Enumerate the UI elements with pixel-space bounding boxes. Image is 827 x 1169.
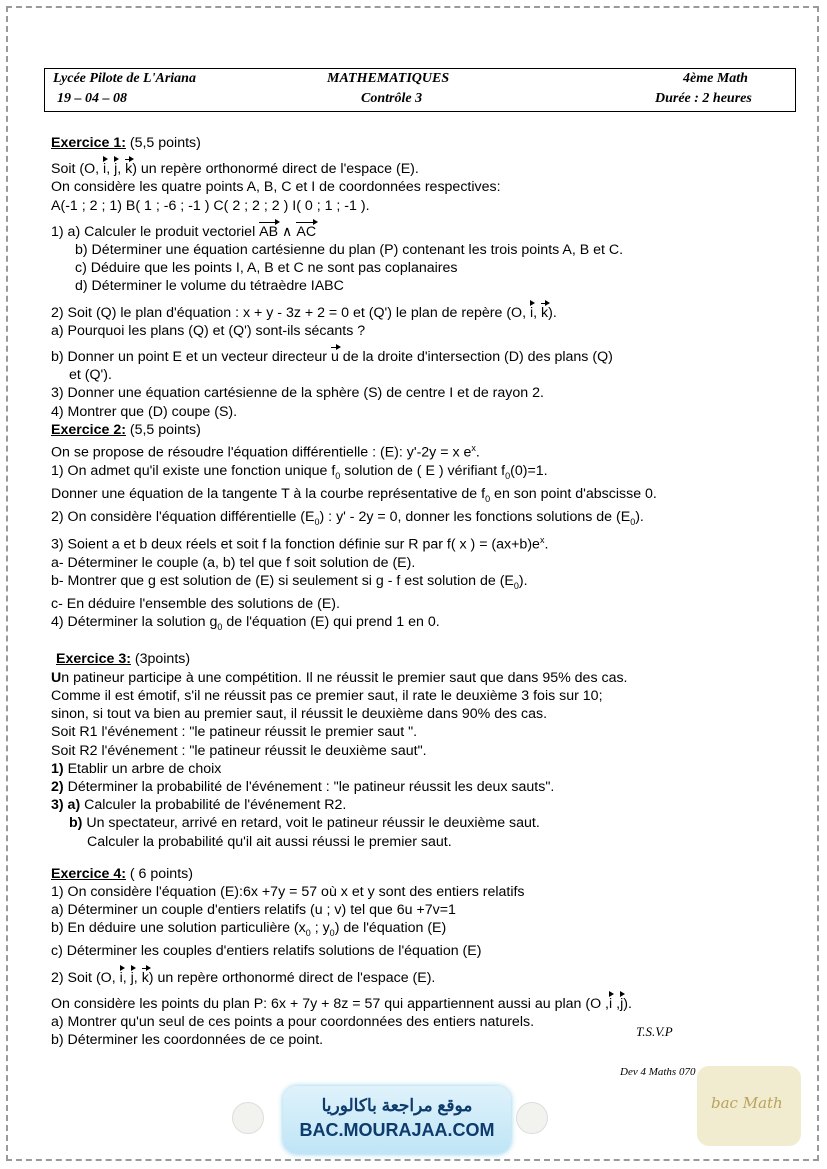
ex3-line2: Comme il est émotif, s'il ne réussit pas ce premier saut, il rate le deuxième 3 fois sur 10; — [51, 687, 603, 704]
site-banner[interactable] — [283, 1086, 511, 1154]
ex4-q2b: b) Déterminer les coordonnées de ce point. — [51, 1032, 324, 1049]
exam-content — [51, 134, 796, 1049]
ex4-q1c: c) Déterminer les couples d'entiers relatifs solutions de l'équation (E) — [51, 943, 482, 960]
ex1-q2a: a) Pourquoi les plans (Q) et (Q') sont-ils sécants ? — [51, 322, 366, 339]
ex4-heading: Exercice 4: ( 6 points) — [51, 865, 193, 882]
ex4-q2-plane: On considère les points du plan P: 6x + 7y + 8z = 57 qui appartiennent aussi au plan (O ,i ,j). — [51, 993, 796, 1013]
ex3-q1: 1) Etablir un arbre de choix — [51, 760, 222, 777]
ex1-line1: Soit (O, i, j, k) un repère orthonormé direct de l'espace (E). — [51, 158, 796, 178]
document-code: Dev 4 Maths 070 — [620, 1066, 696, 1078]
ex2-q3a: a- Déterminer le couple (a, b) tel que f soit solution de (E). — [51, 555, 416, 572]
ex2-q2: 2) On considère l'équation différentielle $(E_0)$ : y' - 2y = 0, donner les fonctions solutions de $(E_0)$. — [51, 509, 644, 527]
ex4-q2: 2) Soit (O, i, j, k) un repère orthonormé direct de l'espace (E). — [51, 967, 796, 987]
level: 4ème Math — [683, 71, 748, 86]
ex2-q3b: b- Montrer que g est solution de (E) si seulement si g - f est solution de $(E_0)$. — [51, 573, 528, 592]
ex1-q2: 2) Soit (Q) le plan d'équation : x + y - 3z + 2 = 0 et (Q') le plan de repère (O, i, k). — [51, 302, 796, 322]
ex1-q1d: d) Déterminer le volume du tétraèdre IABC — [75, 278, 344, 295]
ex1-q1b: b) Déterminer une équation cartésienne du plan (P) contenant les trois points A, B et C. — [75, 242, 624, 259]
ex2-q1: 1) On admet qu'il existe une fonction unique $f_0$ solution de ( E ) vérifiant $f_0(0)=1$. — [51, 462, 548, 481]
ex3-line4: Soit R1 l'événement : "le patineur réussit le premier saut ". — [51, 724, 418, 741]
ex4-q1a: a) Déterminer un couple d'entiers relatifs (u ; v) tel que 6u +7v=1 — [51, 902, 456, 919]
ex3-heading: Exercice 3: (3points) — [56, 651, 191, 668]
ex1-q2b-cont: et (Q'). — [69, 367, 112, 384]
ex4-q1: 1) On considère l'équation (E):6x +7y = 57 où x et y sont des entiers relatifs — [51, 883, 525, 900]
exam-header — [44, 68, 796, 112]
ex1-q3: 3) Donner une équation cartésienne de la sphère (S) de centre I et de rayon 2. — [51, 385, 544, 402]
banner-url[interactable]: BAC.MOURAJAA.COM — [299, 1120, 495, 1140]
ex3-q3b-cont: Calculer la probabilité qu'il ait aussi réussi le premier saut. — [87, 833, 452, 850]
ex1-line2: On considère les quatre points A, B, C et I de coordonnées respectives: — [51, 179, 501, 196]
school-name: Lycée Pilote de L'Ariana — [53, 71, 196, 86]
site-logo-left — [232, 1102, 264, 1134]
bac-math-logo: bac Math — [697, 1066, 801, 1146]
exam-title: Contrôle 3 — [361, 91, 423, 106]
site-logo-right — [516, 1102, 548, 1134]
ex3-q3b: b) Un spectateur, arrivé en retard, voit le patineur réussir le deuxième saut. — [69, 815, 540, 832]
ex4-q2a: a) Montrer qu'un seul de ces points a pour coordonnées des entiers naturels. — [51, 1013, 535, 1030]
exam-duration: Durée : 2 heures — [655, 91, 752, 106]
ex1-heading: Exercice 1: (5,5 points) — [51, 135, 201, 151]
ex2-q3: 3) Soient a et b deux réels et soit f la fonction définie sur R par f( x ) = $(ax+b)e^x$. — [51, 535, 549, 553]
ex3-line1: Un patineur participe à une compétition. Il ne réussit le premier saut que dans 95% des cas. — [51, 669, 628, 686]
subject: MATHEMATIQUES — [327, 71, 450, 86]
ex2-q1-tangent: Donner une équation de la tangente T à la courbe représentative de $f_0$ en son point d'abscisse 0. — [51, 486, 657, 504]
banner-arabic-text: موقع مراجعة باكالوريا — [321, 1096, 473, 1115]
ex1-line3: A(-1 ; 2 ; 1) B( 1 ; -6 ; -1 ) C( 2 ; 2 ; 2 ) I( 0 ; 1 ; -1 ). — [51, 197, 370, 214]
ex3-line5: Soit R2 l'événement : "le patineur réussit le deuxième saut". — [51, 742, 427, 759]
turn-page-note: T.S.V.P — [636, 1024, 673, 1039]
ex2-q3c: c- En déduire l'ensemble des solutions de (E). — [51, 596, 340, 613]
ex1-q4: 4) Montrer que (D) coupe (S). — [51, 403, 238, 420]
ex2-line1: On se propose de résoudre l'équation différentielle : (E): y'-2y = x $e^x$. — [51, 443, 480, 461]
ex4-q1b: b) En déduire une solution particulière ($x_0$ ; $y_0$) de l'équation (E) — [51, 920, 447, 939]
ex1-q1a: 1) a) Calculer le produit vectoriel AB ∧ AC — [51, 221, 796, 241]
ex2-q4: 4) Déterminer la solution $g_0$ de l'équation (E) qui prend 1 en 0. — [51, 614, 440, 633]
ex3-q2: 2) Déterminer la probabilité de l'événement : "le patineur réussit les deux sauts". — [51, 778, 555, 795]
ex3-q3a: 3) a) Calculer la probabilité de l'événement R2. — [51, 797, 347, 814]
ex1-q2b: b) Donner un point E et un vecteur directeur u de la droite d'intersection (D) des plans (Q) — [51, 346, 796, 366]
ex3-line3: sinon, si tout va bien au premier saut, il réussit le deuxième dans 90% des cas. — [51, 706, 548, 723]
exam-date: 19 – 04 – 08 — [57, 91, 127, 106]
ex2-heading: Exercice 2: (5,5 points) — [51, 421, 201, 438]
ex1-q1c: c) Déduire que les points I, A, B et C ne sont pas coplanaires — [75, 260, 458, 277]
